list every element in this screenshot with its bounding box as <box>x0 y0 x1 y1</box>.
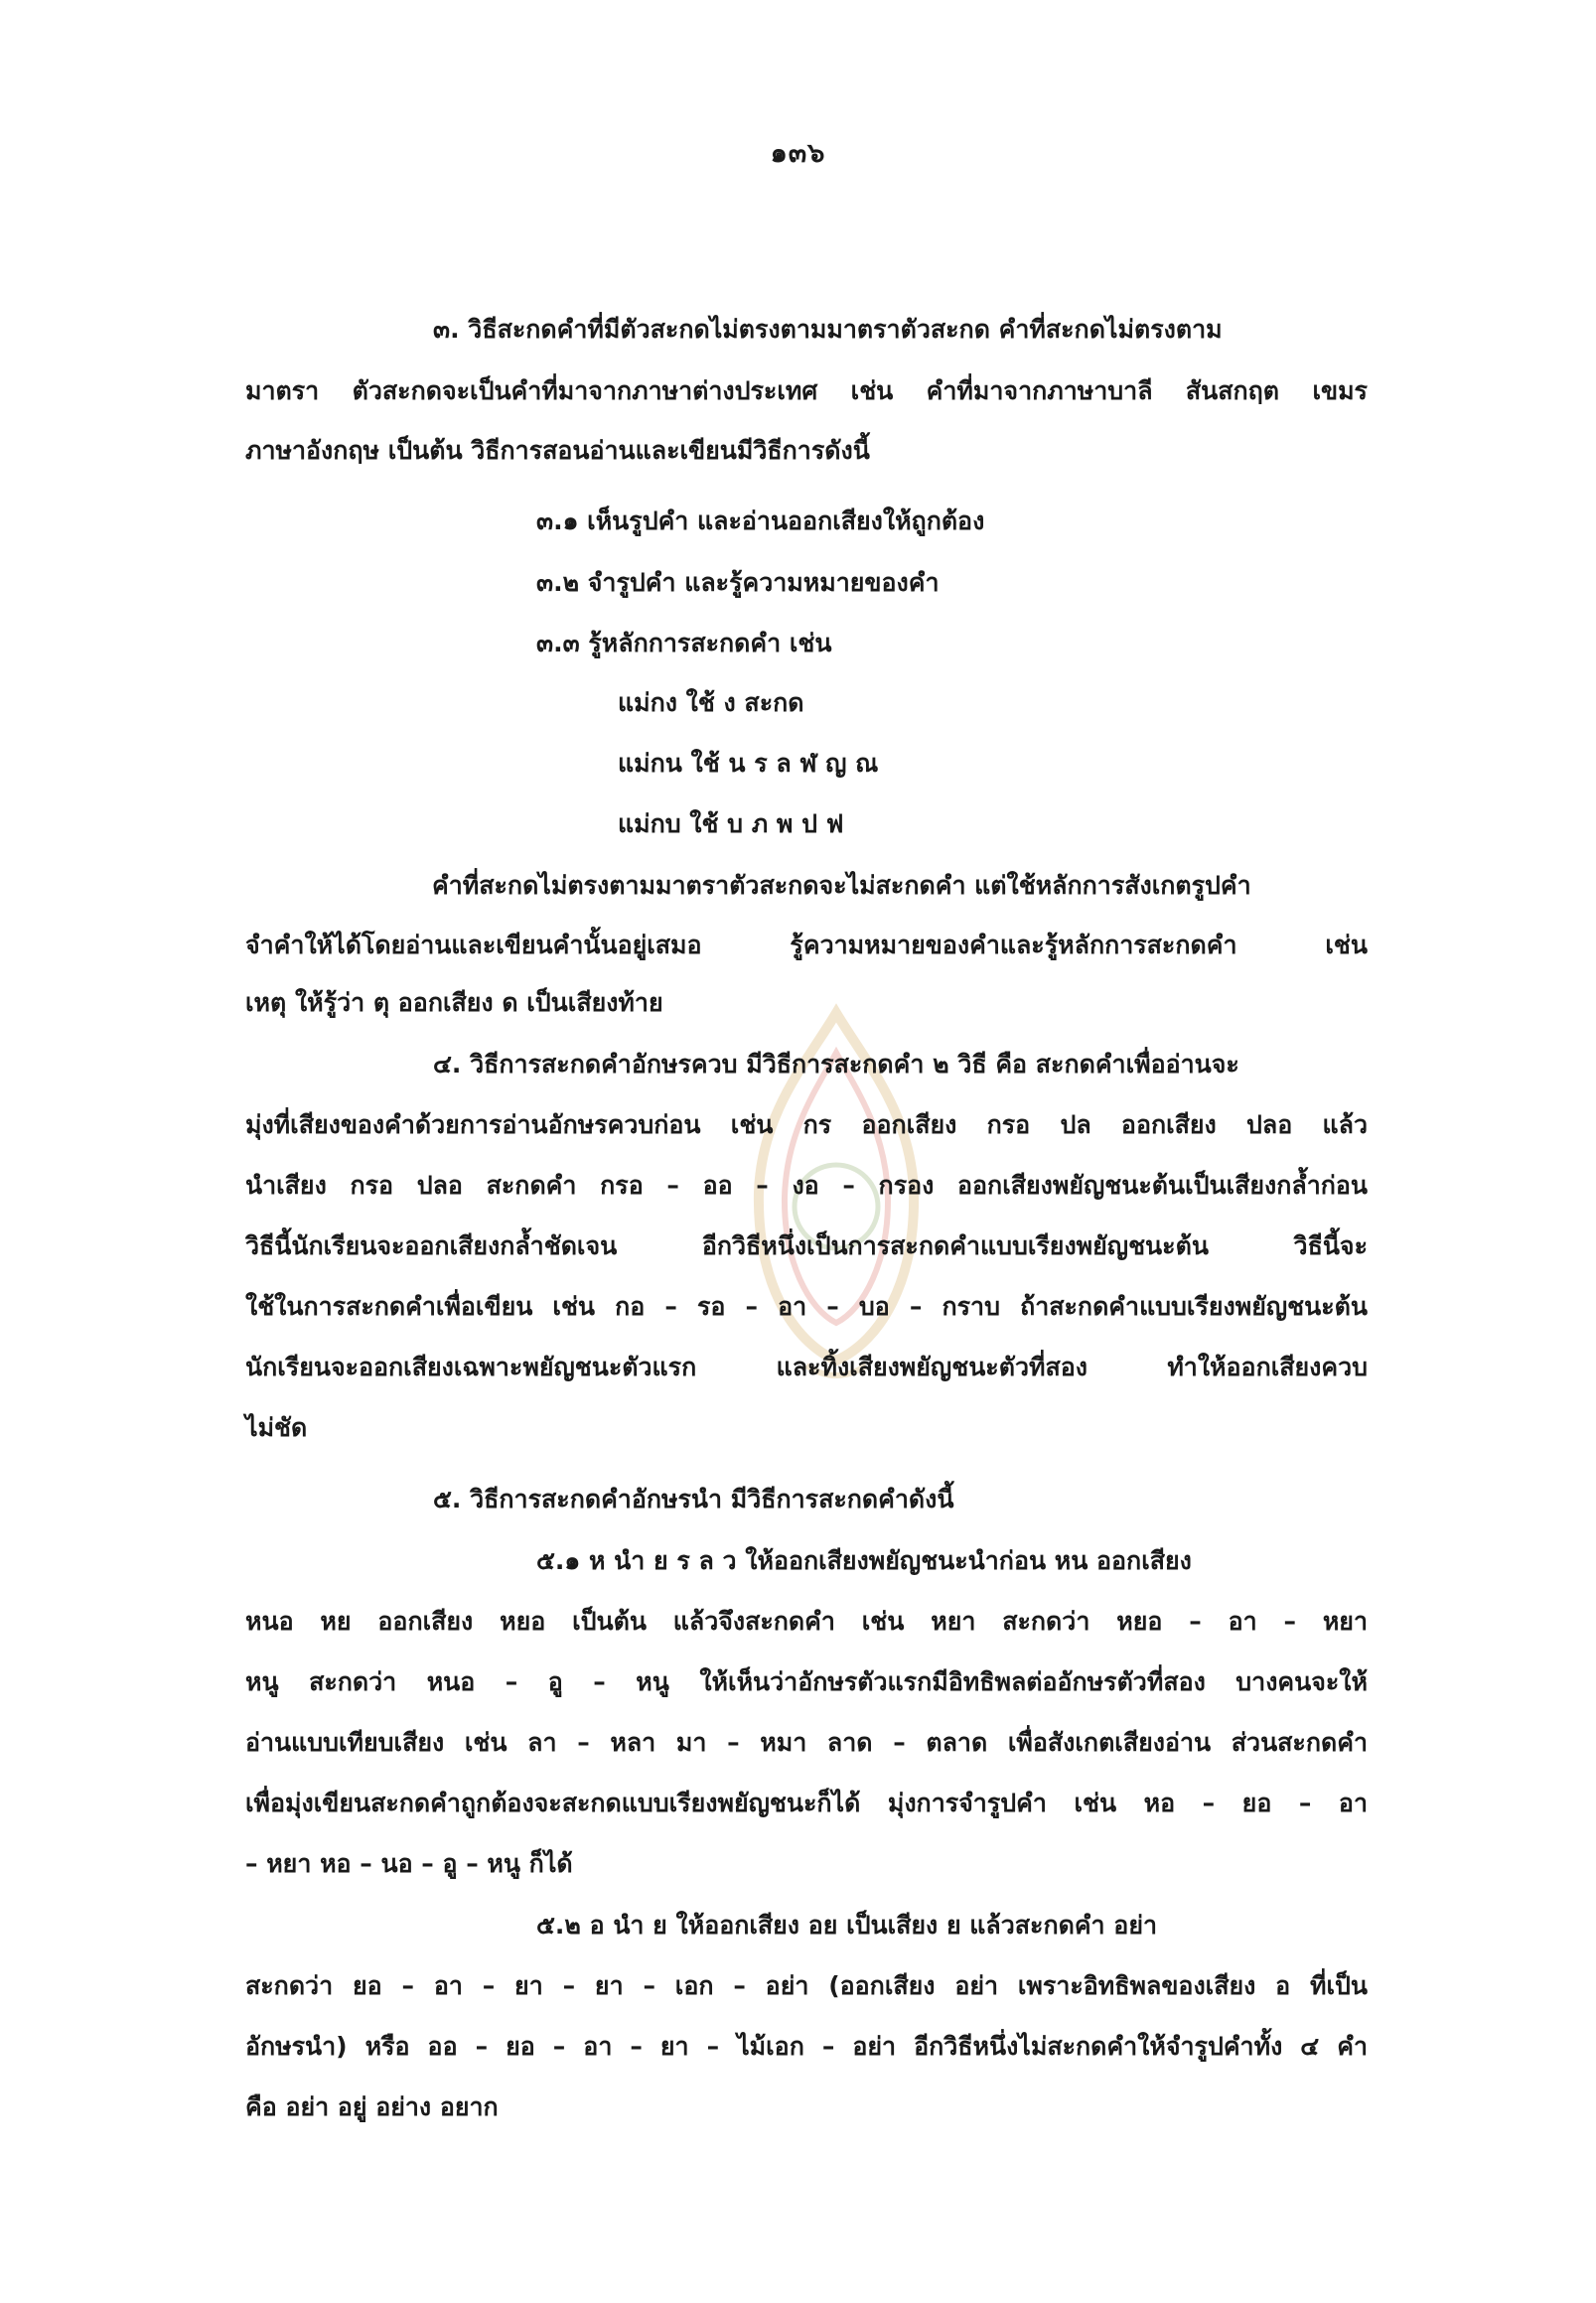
paragraph-line: เหตุ ให้รู้ว่า ตุ ออกเสียง ด เป็นเสียงท้าย <box>245 988 663 1017</box>
paragraph-line: หนอ หย ออกเสียง หยอ เป็นต้น แล้วจึงสะกดคำ เช่น หยา สะกดว่า หยอ – อา – หยา <box>245 1607 1368 1636</box>
list-item-3-1: ๓.๑ เห็นรูปคำ และอ่านออกเสียงให้ถูกต้อง <box>536 506 985 535</box>
paragraph-line: เพื่อมุ่งเขียนสะกดคำถูกต้องจะสะกดแบบเรียงพยัญชนะก็ได้ มุ่งการจำรูปคำ เช่น หอ – ยอ – อา <box>245 1789 1368 1817</box>
paragraph-line: ใช้ในการสะกดคำเพื่อเขียน เช่น กอ – รอ – อา – บอ – กราบ ถ้าสะกดคำแบบเรียงพยัญชนะต้น <box>245 1292 1368 1321</box>
paragraph-line: ภาษาอังกฤษ เป็นต้น วิธีการสอนอ่านและเขียนมีวิธีการดังนี้ <box>245 436 870 465</box>
list-item-5-1: ๕.๑ ห นำ ย ร ล ว ให้ออกเสียงพยัญชนะนำก่อน หน ออกเสียง <box>536 1546 1192 1575</box>
sub-list-item: แม่กบ ใช้ บ ภ พ ป ฟ <box>618 809 844 838</box>
paragraph-line: อ่านแบบเทียบเสียง เช่น ลา – หลา มา – หมา ลาด – ตลาด เพื่อสังเกตเสียงอ่าน ส่วนสะกดคำ <box>245 1728 1368 1757</box>
sub-list-item: แม่กง ใช้ ง สะกด <box>618 688 804 717</box>
paragraph-line: คำที่สะกดไม่ตรงตามมาตราตัวสะกดจะไม่สะกดคำ แต่ใช้หลักการสังเกตรูปคำ <box>432 871 1251 900</box>
paragraph-line: อักษรนำ) หรือ ออ – ยอ – อา – ยา – ไม้เอก – อย่า อีกวิธีหนึ่งไม่สะกดคำให้จำรูปคำทั้ง ๔ คำ <box>245 2032 1368 2061</box>
list-item-5-2: ๕.๒ อ นำ ย ให้ออกเสียง อย เป็นเสียง ย แล้วสะกดคำ อย่า <box>536 1911 1157 1940</box>
page-number: ๑๓๖ <box>770 138 826 169</box>
paragraph-line: มาตรา ตัวสะกดจะเป็นคำที่มาจากภาษาต่างประเทศ เช่น คำที่มาจากภาษาบาลี สันสกฤต เขมร <box>245 376 1368 405</box>
list-item-3-3: ๓.๓ รู้หลักการสะกดคำ เช่น <box>536 629 832 657</box>
section-5-heading: ๕. วิธีการสะกดคำอักษรนำ มีวิธีการสะกดคำดังนี้ <box>433 1485 954 1513</box>
paragraph-line: – หยา หอ – นอ – อู – หนู ก็ได้ <box>245 1849 573 1878</box>
paragraph-line: ไม่ชัด <box>245 1413 308 1442</box>
paragraph-line: คือ อย่า อยู่ อย่าง อยาก <box>245 2092 499 2121</box>
paragraph-line: นักเรียนจะออกเสียงเฉพาะพยัญชนะตัวแรก และทิ้งเสียงพยัญชนะตัวที่สอง ทำให้ออกเสียงควบ <box>245 1353 1368 1381</box>
sub-list-item: แม่กน ใช้ น ร ล ฬ ญ ณ <box>618 749 879 778</box>
section-4-heading: ๔. วิธีการสะกดคำอักษรควบ มีวิธีการสะกดคำ ๒ วิธี คือ สะกดคำเพื่ออ่านจะ <box>433 1050 1239 1079</box>
paragraph-line: มุ่งที่เสียงของคำด้วยการอ่านอักษรควบก่อน เช่น กร ออกเสียง กรอ ปล ออกเสียง ปลอ แล้ว <box>245 1110 1368 1139</box>
section-3-heading: ๓. วิธีสะกดคำที่มีตัวสะกดไม่ตรงตามมาตราตัวสะกด คำที่สะกดไม่ตรงตาม <box>433 315 1223 344</box>
paragraph-line: จำคำให้ได้โดยอ่านและเขียนคำนั้นอยู่เสมอ รู้ความหมายของคำและรู้หลักการสะกดคำ เช่น <box>245 931 1368 959</box>
paragraph-line: นำเสียง กรอ ปลอ สะกดคำ กรอ – ออ – งอ – กรอง ออกเสียงพยัญชนะต้นเป็นเสียงกล้ำก่อน <box>245 1171 1368 1200</box>
paragraph-line: สะกดว่า ยอ – อา – ยา – ยา – เอก – อย่า (ออกเสียง อย่า เพราะอิทธิพลของเสียง อ ที่เป็น <box>245 1971 1368 2000</box>
paragraph-line: หนู สะกดว่า หนอ – อู – หนู ให้เห็นว่าอักษรตัวแรกมีอิทธิพลต่ออักษรตัวที่สอง บางคนจะให้ <box>245 1667 1368 1696</box>
list-item-3-2: ๓.๒ จำรูปคำ และรู้ความหมายของคำ <box>536 568 940 597</box>
paragraph-line: วิธีนี้นักเรียนจะออกเสียงกล้ำชัดเจน อีกวิธีหนึ่งเป็นการสะกดคำแบบเรียงพยัญชนะต้น วิธีนี้จะ <box>245 1231 1368 1260</box>
